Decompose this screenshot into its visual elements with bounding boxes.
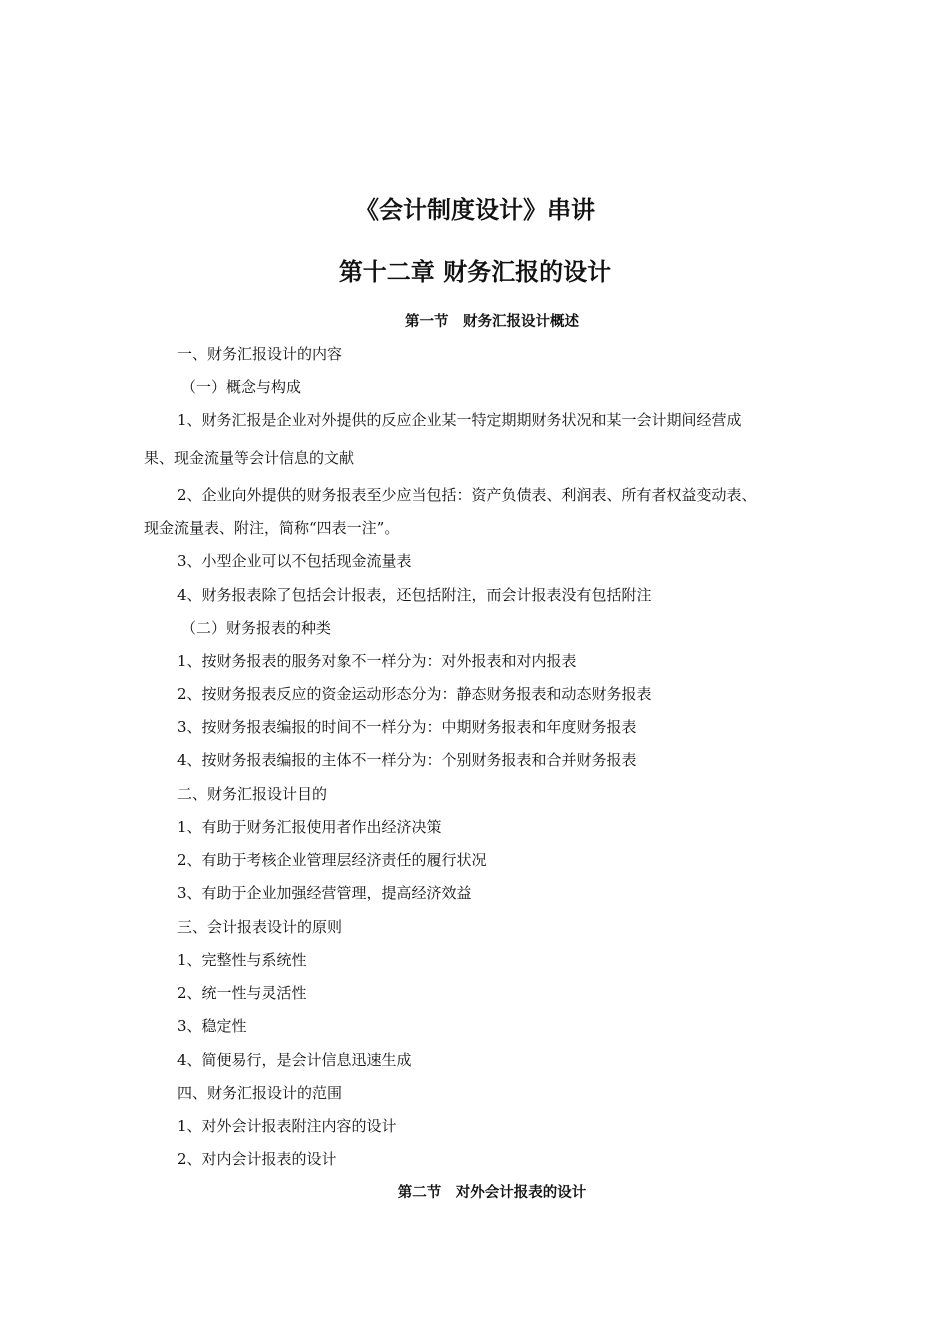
list-item: 1、对外会计报表附注内容的设计 — [177, 1117, 397, 1135]
list-item: 2、按财务报表反应的资金运动形态分为：静态财务报表和动态财务报表 — [177, 685, 652, 703]
paragraph-line: 2、企业向外提供的财务报表至少应当包括：资产负债表、利润表、所有者权益变动表、 — [177, 486, 757, 504]
section-title: 第一节 财务汇报设计概述 — [405, 314, 579, 330]
list-item: 2、有助于考核企业管理层经济责任的履行状况 — [177, 851, 487, 869]
paragraph-continuation: 现金流量表、附注，简称“四表一注”。 — [144, 519, 400, 537]
heading-line: 一、财务汇报设计的内容 — [177, 345, 343, 363]
list-item: 4、按财务报表编报的主体不一样分为：个别财务报表和合并财务报表 — [177, 751, 637, 769]
list-item: 1、按财务报表的服务对象不一样分为：对外报表和对内报表 — [177, 652, 577, 670]
heading-line: 二、财务汇报设计目的 — [177, 785, 328, 803]
list-item: 3、有助于企业加强经营管理，提高经济效益 — [177, 884, 472, 902]
subheading-line: （一）概念与构成 — [181, 378, 302, 396]
list-item: 1、完整性与系统性 — [177, 951, 307, 969]
chapter-title: 第十二章 财务汇报的设计 — [338, 258, 612, 286]
list-item: 4、简便易行，是会计信息迅速生成 — [177, 1051, 412, 1069]
document-title: 《会计制度设计》串讲 — [355, 196, 595, 224]
list-item: 3、稳定性 — [177, 1017, 247, 1035]
list-item: 2、对内会计报表的设计 — [177, 1150, 337, 1168]
list-item: 2、统一性与灵活性 — [177, 984, 307, 1002]
list-item: 1、有助于财务汇报使用者作出经济决策 — [177, 818, 442, 836]
section-title: 第二节 对外会计报表的设计 — [397, 1185, 587, 1201]
list-item: 3、小型企业可以不包括现金流量表 — [177, 552, 412, 570]
paragraph-line: 1、财务汇报是企业对外提供的反应企业某一特定期期财务状况和某一会计期间经营成 — [177, 411, 742, 429]
list-item: 3、按财务报表编报的时间不一样分为：中期财务报表和年度财务报表 — [177, 718, 637, 736]
list-item: 4、财务报表除了包括会计报表，还包括附注，而会计报表没有包括附注 — [177, 586, 652, 604]
subheading-line: （二）财务报表的种类 — [181, 619, 332, 637]
paragraph-continuation: 果、现金流量等会计信息的文献 — [144, 449, 355, 467]
heading-line: 四、财务汇报设计的范围 — [177, 1084, 343, 1102]
heading-line: 三、会计报表设计的原则 — [177, 918, 343, 936]
